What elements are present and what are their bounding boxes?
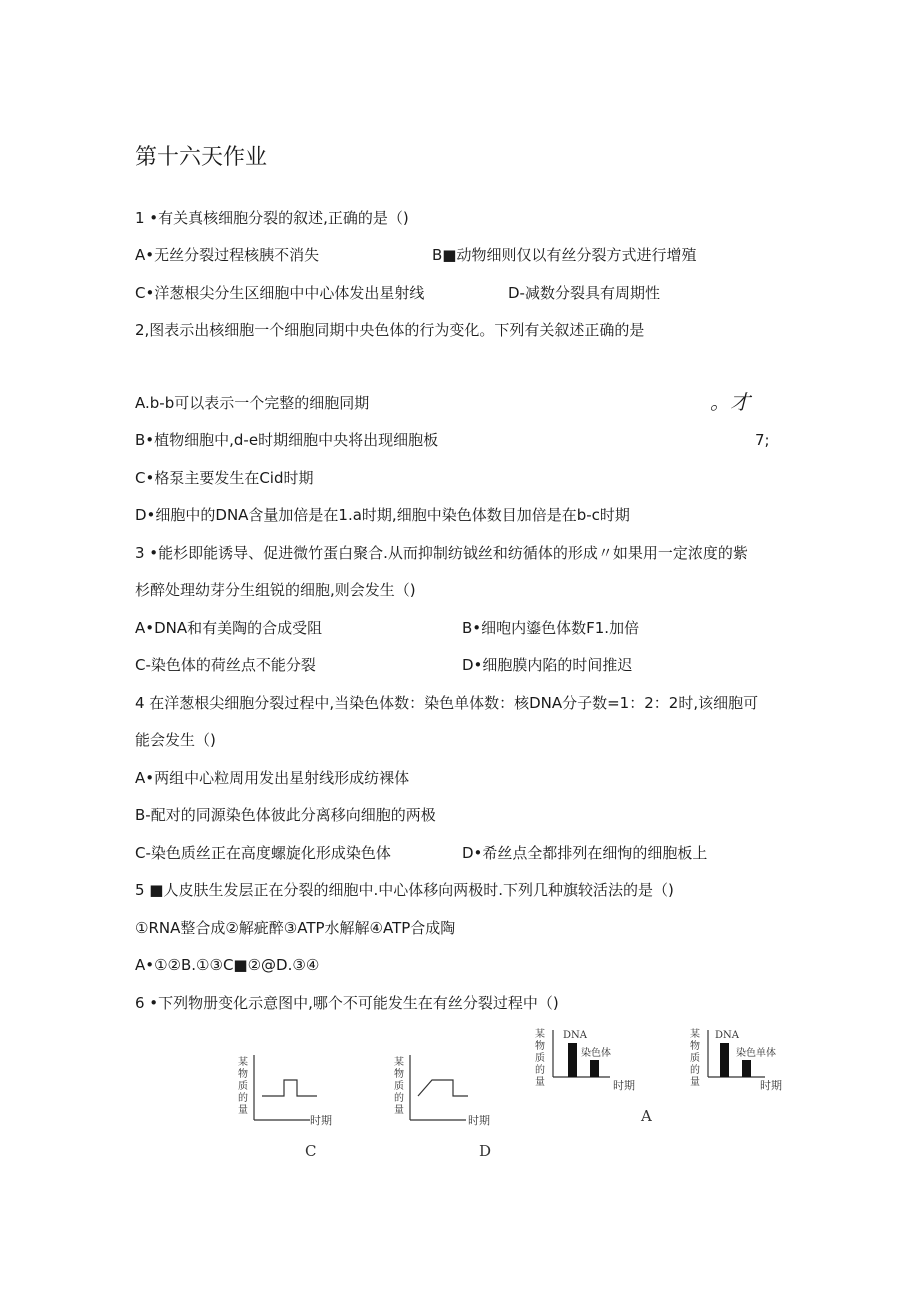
y-label-char: 质 — [238, 1081, 248, 1092]
q3-stem-line1: 3 •能杉即能诱导、促进微竹蛋白聚合.从而抑制纺钺丝和纺循体的形成〃如果用一定浓度的紫 — [135, 544, 748, 562]
q2-option-a: A.b-b可以表示一个完整的细胞同期 — [135, 394, 370, 412]
figure-c-caption: C — [305, 1142, 317, 1160]
y-label-char: 物 — [238, 1069, 248, 1080]
figure-d-caption: D — [479, 1142, 492, 1160]
bar-label-dna: DNA — [715, 1030, 739, 1041]
y-label-char: 的 — [238, 1093, 248, 1104]
page-title: 第十六天作业 — [135, 145, 268, 170]
q2-option-b: B•植物细胞中,d-e时期细胞中央将出现细胞板 — [135, 431, 439, 449]
y-label-char: 量 — [394, 1105, 404, 1116]
q5-options: A•①②B.①③C■②@D.③④ — [135, 956, 320, 974]
bar-chromosome — [590, 1060, 599, 1077]
y-label-char: 的 — [535, 1065, 545, 1076]
bar-chromatid — [742, 1060, 751, 1077]
q3-option-d: D•细胞膜内陷的时间推迟 — [462, 656, 633, 674]
y-label-char: 物 — [394, 1069, 404, 1080]
q3-option-c: C-染色体的荷丝点不能分裂 — [135, 656, 316, 674]
y-label-char: 某 — [394, 1057, 404, 1068]
x-label: 时期 — [760, 1079, 782, 1092]
q4-option-a: A•两组中心粒周用发出星射线形成纺裸体 — [135, 769, 410, 787]
y-label-char: 质 — [394, 1081, 404, 1092]
q3-stem-line2: 杉醉处理幼芽分生组锐的细胞,则会发生（) — [135, 581, 416, 599]
q4-option-d: D•希丝点全都排列在细恂的细胞板上 — [462, 844, 708, 862]
q2-figure-mark: 。才 — [710, 390, 750, 414]
figure-a-left-graph — [535, 1025, 665, 1093]
y-label-char: 的 — [394, 1093, 404, 1104]
y-label-char: 质 — [535, 1053, 545, 1064]
q4-option-c: C-染色质丝正在高度螺旋化形成染色体 — [135, 844, 391, 862]
y-label-char: 量 — [690, 1077, 700, 1088]
q2-option-d: D•细胞中的DNA含量加倍是在1.a时期,细胞中染色体数目加倍是在b-c时期 — [135, 506, 630, 524]
figure-c-graph — [232, 1050, 352, 1125]
bar-label-chromosome: 染色体 — [581, 1048, 611, 1059]
q5-stem: 5 ■人皮肤生发层正在分裂的细胞中.中心体移向两极时.下列几种旗较活法的是（) — [135, 881, 674, 899]
y-label-char: 质 — [690, 1053, 700, 1064]
y-label-char: 某 — [535, 1029, 545, 1040]
bar-dna — [720, 1043, 729, 1077]
y-label-char: 某 — [238, 1057, 248, 1068]
q6-stem: 6 •下列物册变化示意图中,哪个不可能发生在有丝分裂过程中（) — [135, 994, 559, 1012]
y-label-char: 的 — [690, 1065, 700, 1076]
y-label-char: 量 — [535, 1077, 545, 1088]
q4-option-b: B-配对的同源染色体彼此分离移向细胞的两极 — [135, 806, 436, 824]
q1-stem: 1 •有关真核细胞分裂的叙述,正确的是（) — [135, 209, 409, 227]
q2-option-c: C•格泵主要发生在Cid时期 — [135, 469, 314, 487]
q4-stem-line2: 能会发生（) — [135, 731, 216, 749]
x-label: 时期 — [310, 1114, 332, 1127]
q3-option-a: A•DNA和有美陶的合成受阻 — [135, 619, 323, 637]
figure-a-right-graph — [690, 1025, 820, 1093]
q1-option-c: C•洋葱根尖分生区细胞中中心体发出星射线 — [135, 284, 425, 302]
q1-option-d: D-减数分裂具有周期性 — [508, 284, 660, 302]
y-label-char: 某 — [690, 1029, 700, 1040]
q2-stem: 2,图表示出核细胞一个细胞同期中央色体的行为变化。下列有关叙述正确的是 — [135, 321, 645, 339]
q1-option-a: A•无丝分裂过程核胰不消失 — [135, 246, 320, 264]
q1-option-b: B■动物细则仅以有丝分裂方式进行增殖 — [432, 246, 697, 264]
data-line — [418, 1080, 468, 1096]
figure-d-graph — [388, 1050, 508, 1125]
bar-label-chromatid: 染色单体 — [736, 1048, 776, 1059]
data-line — [262, 1080, 317, 1096]
y-label-char: 物 — [535, 1041, 545, 1052]
q5-items: ①RNA整合成②解疵醉③ATP水解解④ATP合成陶 — [135, 919, 456, 937]
bar-dna — [568, 1043, 577, 1077]
y-label-char: 物 — [690, 1041, 700, 1052]
x-label: 时期 — [468, 1114, 490, 1127]
q4-stem-line1: 4 在洋葱根尖细胞分裂过程中,当染色体数：染色单体数：核DNA分子数=1：2：2时,该细胞可 — [135, 694, 759, 712]
q3-option-b: B•细咆内鎏色体数F1.加倍 — [462, 619, 640, 637]
x-label: 时期 — [613, 1079, 635, 1092]
q2-figure-mark-2: 7; — [755, 431, 770, 449]
figure-a-caption: A — [641, 1107, 652, 1125]
bar-label-dna: DNA — [563, 1030, 587, 1041]
y-label-char: 量 — [238, 1105, 248, 1116]
